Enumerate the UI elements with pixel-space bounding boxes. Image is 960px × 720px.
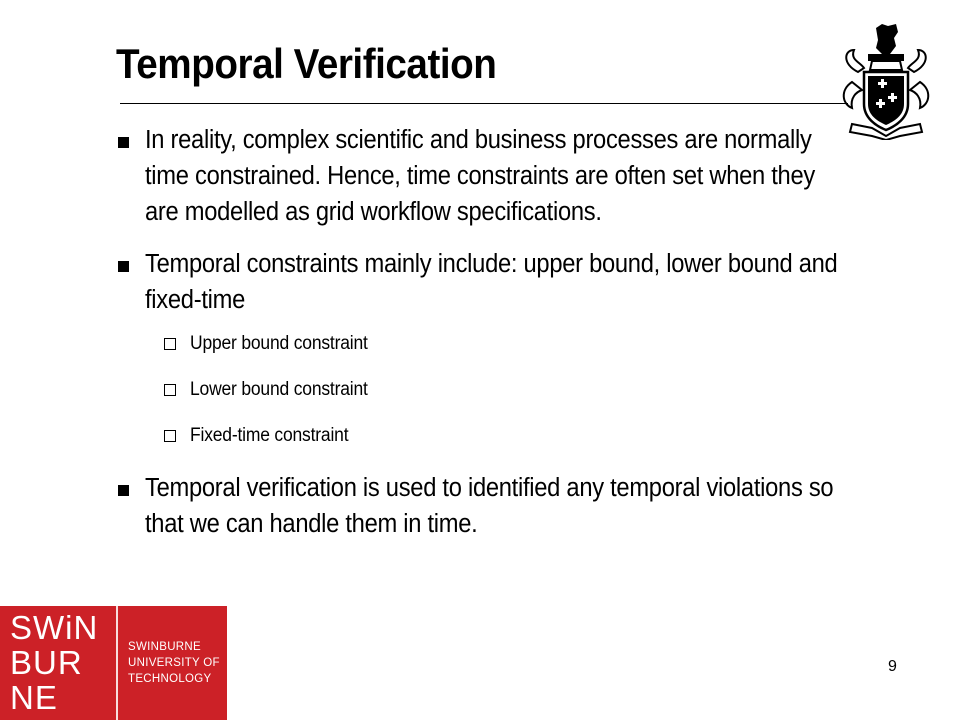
bullet-text: Temporal verification is used to identified any temporal violations so that we can handle them in time. (145, 474, 834, 538)
logo-name-line: TECHNOLOGY (128, 673, 212, 685)
logo-name-line: SWINBURNE (128, 641, 201, 653)
logo-wordmark-line: BUR (10, 644, 83, 681)
logo-wordmark-panel (0, 606, 116, 720)
bullet-text: Temporal constraints mainly include: upper bound, lower bound and fixed-time (145, 250, 838, 314)
bullet-item (118, 122, 918, 230)
logo-wordmark-line: SWiN (10, 609, 99, 646)
swinburne-logo (0, 606, 227, 720)
sub-bullet-item (164, 378, 918, 402)
hollow-square-bullet-icon (164, 430, 176, 442)
sub-bullet-item (164, 332, 918, 356)
slide-title: Temporal Verification (116, 40, 497, 87)
bullet-item (118, 470, 918, 542)
page-number: 9 (888, 658, 897, 675)
title-underline (120, 103, 848, 104)
sub-bullet-text: Fixed-time constraint (190, 425, 349, 446)
logo-divider (116, 606, 118, 720)
sub-bullet-text: Lower bound constraint (190, 379, 368, 400)
square-bullet-icon (118, 261, 129, 272)
logo-wordmark-line: NE (10, 679, 58, 716)
bullet-item (118, 246, 918, 318)
hollow-square-bullet-icon (164, 338, 176, 350)
slide-body (118, 122, 918, 542)
square-bullet-icon (118, 137, 129, 148)
sub-bullet-list (164, 332, 918, 448)
logo-university-name (128, 639, 220, 687)
hollow-square-bullet-icon (164, 384, 176, 396)
square-bullet-icon (118, 485, 129, 496)
bullet-text: In reality, complex scientific and business processes are normally time constrained. Hence, time constraints are often set when they are modelled as grid workflow specifications. (145, 126, 815, 226)
sub-bullet-text: Upper bound constraint (190, 333, 368, 354)
sub-bullet-item (164, 424, 918, 448)
logo-name-line: UNIVERSITY OF (128, 657, 220, 669)
logo-wordmark (10, 610, 98, 715)
